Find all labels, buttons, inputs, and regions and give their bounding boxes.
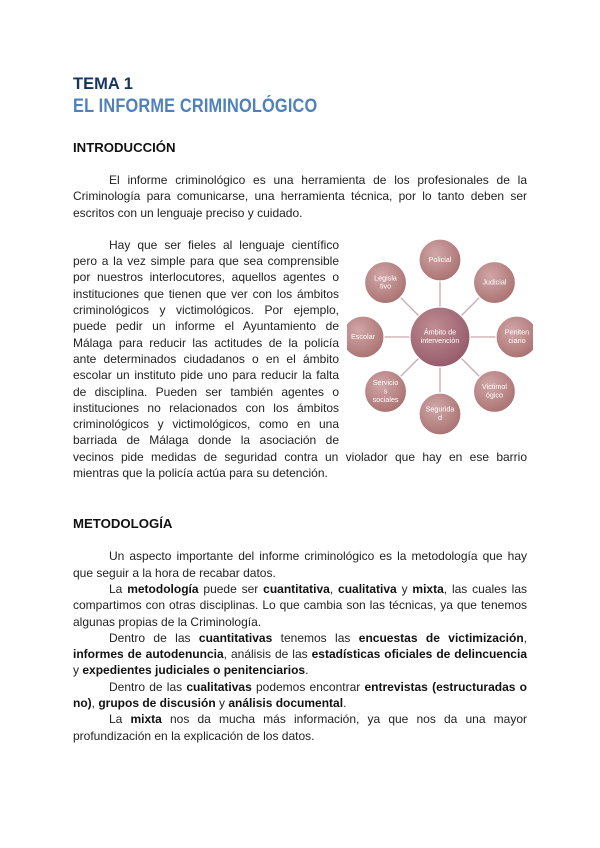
diagram-node-serviciossociales: [365, 370, 407, 412]
diagram-node-legislativo: [365, 261, 407, 303]
diagram-center-label: Ámbito de: [423, 327, 457, 337]
diagram-node-serviciossociales-label: Servicio: [372, 377, 399, 387]
intro-paragraph-2-block: [73, 237, 530, 481]
metodologia-paragraph-2: La metodología puede ser cuantitativa, cualitativa y mixta, las cuales las compartimos con otras disciplinas. Lo que cambia son las técnicas, ya que tenemos algunas propias de la Criminología.: [73, 581, 528, 629]
diagram-node-legislativo-label: tivo: [379, 281, 392, 291]
diagram-node-seguridad: [419, 393, 461, 435]
chapter-number: TEMA 1: [73, 75, 133, 93]
ambito-intervencion-diagram: [347, 239, 533, 435]
diagram-node-victimológico-label: Victimol: [481, 382, 507, 392]
diagram-node-seguridad-label: d: [438, 412, 442, 422]
diagram-node-policial: [419, 239, 461, 281]
diagram-node-victimológico: [473, 370, 515, 412]
diagram-node-victimológico-label: ógico: [485, 390, 504, 400]
diagram-node-serviciossociales-label: s: [383, 386, 388, 396]
metodologia-paragraph-4: Dentro de las cualitativas podemos encontrar entrevistas (estructuradas o no), grupos de discusión y análisis documental.: [73, 679, 527, 711]
diagram-node-escolar: [347, 316, 384, 358]
diagram-center-label: intervención: [420, 335, 460, 345]
diagram-node-judicial-label: Judicial: [482, 277, 507, 287]
diagram-node-legislativo-label: Legisla: [374, 273, 397, 283]
diagram-node-penitenciario-label: Peniten: [504, 327, 530, 337]
section-heading-metodologia: METODOLOGÍA: [73, 516, 173, 532]
document-title: EL INFORME CRIMINOLÓGICO: [73, 96, 318, 117]
diagram-node-seguridad-label: Segurida: [425, 404, 455, 414]
diagram-node-policial-label: Policial: [428, 254, 452, 264]
metodologia-paragraph-5: La mixta nos da mucha más información, ya que nos da una mayor profundización en la explicación de los datos.: [73, 712, 527, 743]
intro-paragraph-2: Hay que ser fieles al lenguaje científico pero a la vez simple para que sea comprensible por nuestros interlocutores, aquellos agentes o instituciones que tienen que ver con los ámbitos criminológicos y victimológicos. Por ejemplo, puede pedir un informe el Ayuntamiento de Málaga para reducir las actitudes de la policía ante determinados ciudadanos o en el ámbito escolar un instituto pide uno para reducir la falta de disciplina. Pueden ser también agentes o instituciones no relacionados con los ámbitos criminológicos y victimológicos, como en una barriada de Málaga donde la asociación de vecinos pide medidas de seguridad contra un violador que hay en ese barrio mientras que la policía actúa para su detención.: [73, 237, 527, 481]
diagram-node-serviciossociales-label: sociales: [372, 394, 399, 404]
section-heading-introduccion: INTRODUCCIÓN: [73, 140, 176, 155]
metodologia-paragraph-3: Dentro de las cuantitativas tenemos las encuestas de victimización, informes de autodenuncia, análisis de las estadísticas oficiales de delincuencia y expedientes judiciales o penitenciarios.: [73, 630, 527, 678]
diagram-node-judicial: [473, 261, 515, 303]
metodologia-paragraph-1: Un aspecto importante del informe criminológico es la metodología que hay que seguir a la hora de recabar datos.: [73, 549, 527, 580]
diagram-node-penitenciario: [496, 316, 533, 358]
diagram-node-escolar-label: Escolar: [351, 331, 375, 341]
intro-paragraph-1: El informe criminológico es una herramienta de los profesionales de la Criminología para comunicarse, una herramienta técnica, por lo tanto deben ser escritos con un lenguaje preciso y cuidado.: [73, 173, 527, 220]
diagram-node-penitenciario-label: ciario: [508, 335, 526, 345]
document-page: [73, 74, 530, 744]
diagram-center-node: [410, 307, 470, 367]
